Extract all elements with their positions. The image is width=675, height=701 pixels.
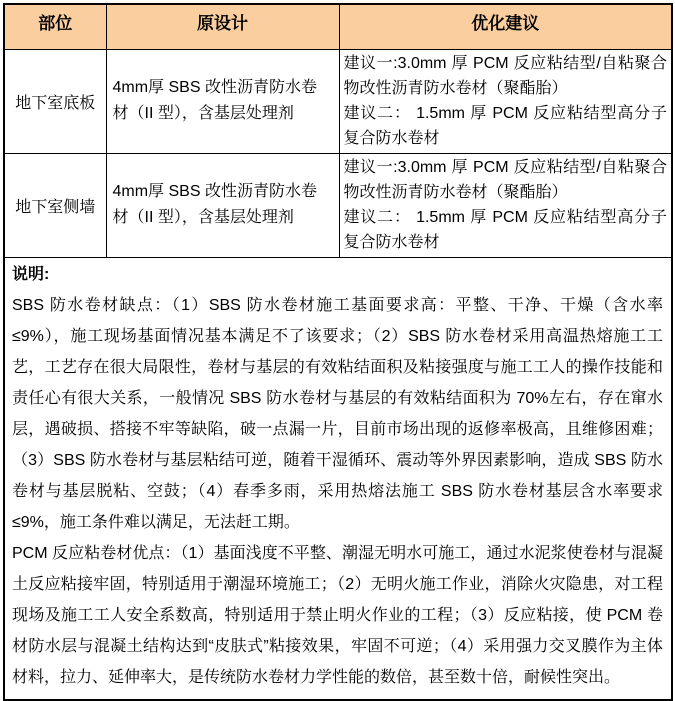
header-optimization-suggestion: 优化建议 (339, 4, 672, 49)
notes-cell (4, 257, 672, 700)
notes-paragraph-sbs-disadvantages: SBS 防水卷材缺点：（1）SBS 防水卷材施工基面要求高：平整、干净、干燥（含水率≤9%），施工现场基面情况基本满足不了该要求；（2）SBS 防水卷材采用高温热熔施工工艺，工艺存在很大局限性，卷材与基层的有效粘结面积及粘接强度与施工工人的操作技能和责任心有很大关系，一般情况 SBS 防水卷材与基层的有效粘结面积为 70%左右，存在窜水层，遇破损、搭接不牢等缺陷，破一点漏一片，目前市场出现的返修率极高，且维修困难；（3）SBS 防水卷材与基层粘结可逆，随着干湿循环、震动等外界因素影响，造成 SBS 防水卷材与基层脱粘、空鼓；（4）春季多雨，采用热熔法施工 SBS 防水卷材基层含水率要求≤9%，施工条件难以满足，无法赶工期。 (12, 296, 663, 531)
table-row-basement-floor (4, 49, 672, 153)
notes-label: 说明: (12, 265, 50, 283)
suggestion-two: 建议二： 1.5mm 厚 PCM 反应粘结型高分子复合防水卷材 (343, 104, 667, 147)
suggestion-one: 建议一:3.0mm 厚 PCM 反应粘结型/自粘聚合物改性沥青防水卷材（聚酯胎） (343, 158, 667, 201)
suggestion-one: 建议一:3.0mm 厚 PCM 反应粘结型/自粘聚合物改性沥青防水卷材（聚酯胎） (343, 54, 667, 97)
part-cell-basement-floor: 地下室底板 (4, 49, 106, 153)
original-design-cell-basement-wall: 4mm厚 SBS 改性沥青防水卷材（II 型），含基层处理剂 (106, 153, 339, 257)
header-row (4, 4, 672, 49)
suggestion-two: 建议二： 1.5mm 厚 PCM 反应粘结型高分子复合防水卷材 (343, 208, 667, 251)
original-design-cell-basement-floor: 4mm厚 SBS 改性沥青防水卷材（II 型），含基层处理剂 (106, 49, 339, 153)
suggestion-cell-basement-wall (339, 153, 672, 257)
header-part: 部位 (4, 4, 106, 49)
waterproofing-optimization-table (3, 3, 673, 701)
header-original-design: 原设计 (106, 4, 339, 49)
part-cell-basement-wall: 地下室侧墙 (4, 153, 106, 257)
table-row-basement-wall (4, 153, 672, 257)
notes-paragraph-pcm-advantages: PCM 反应粘卷材优点：（1）基面浅度不平整、潮湿无明水可施工，通过水泥浆使卷材与混凝土反应粘接牢固，特别适用于潮湿环境施工；（2）无明火施工作业，消除火灾隐患，对工程现场及施工工人安全系数高，特别适用于禁止明火作业的工程；（3）反应粘接，使 PCM 卷材防水层与混凝土结构达到“皮肤式”粘接效果，牢固不可逆；（4）采用强力交叉膜作为主体材料，拉力、延伸率大，是传统防水卷材力学性能的数倍，甚至数十倍，耐候性突出。 (12, 544, 663, 686)
suggestion-cell-basement-floor (339, 49, 672, 153)
notes-row (4, 257, 672, 700)
